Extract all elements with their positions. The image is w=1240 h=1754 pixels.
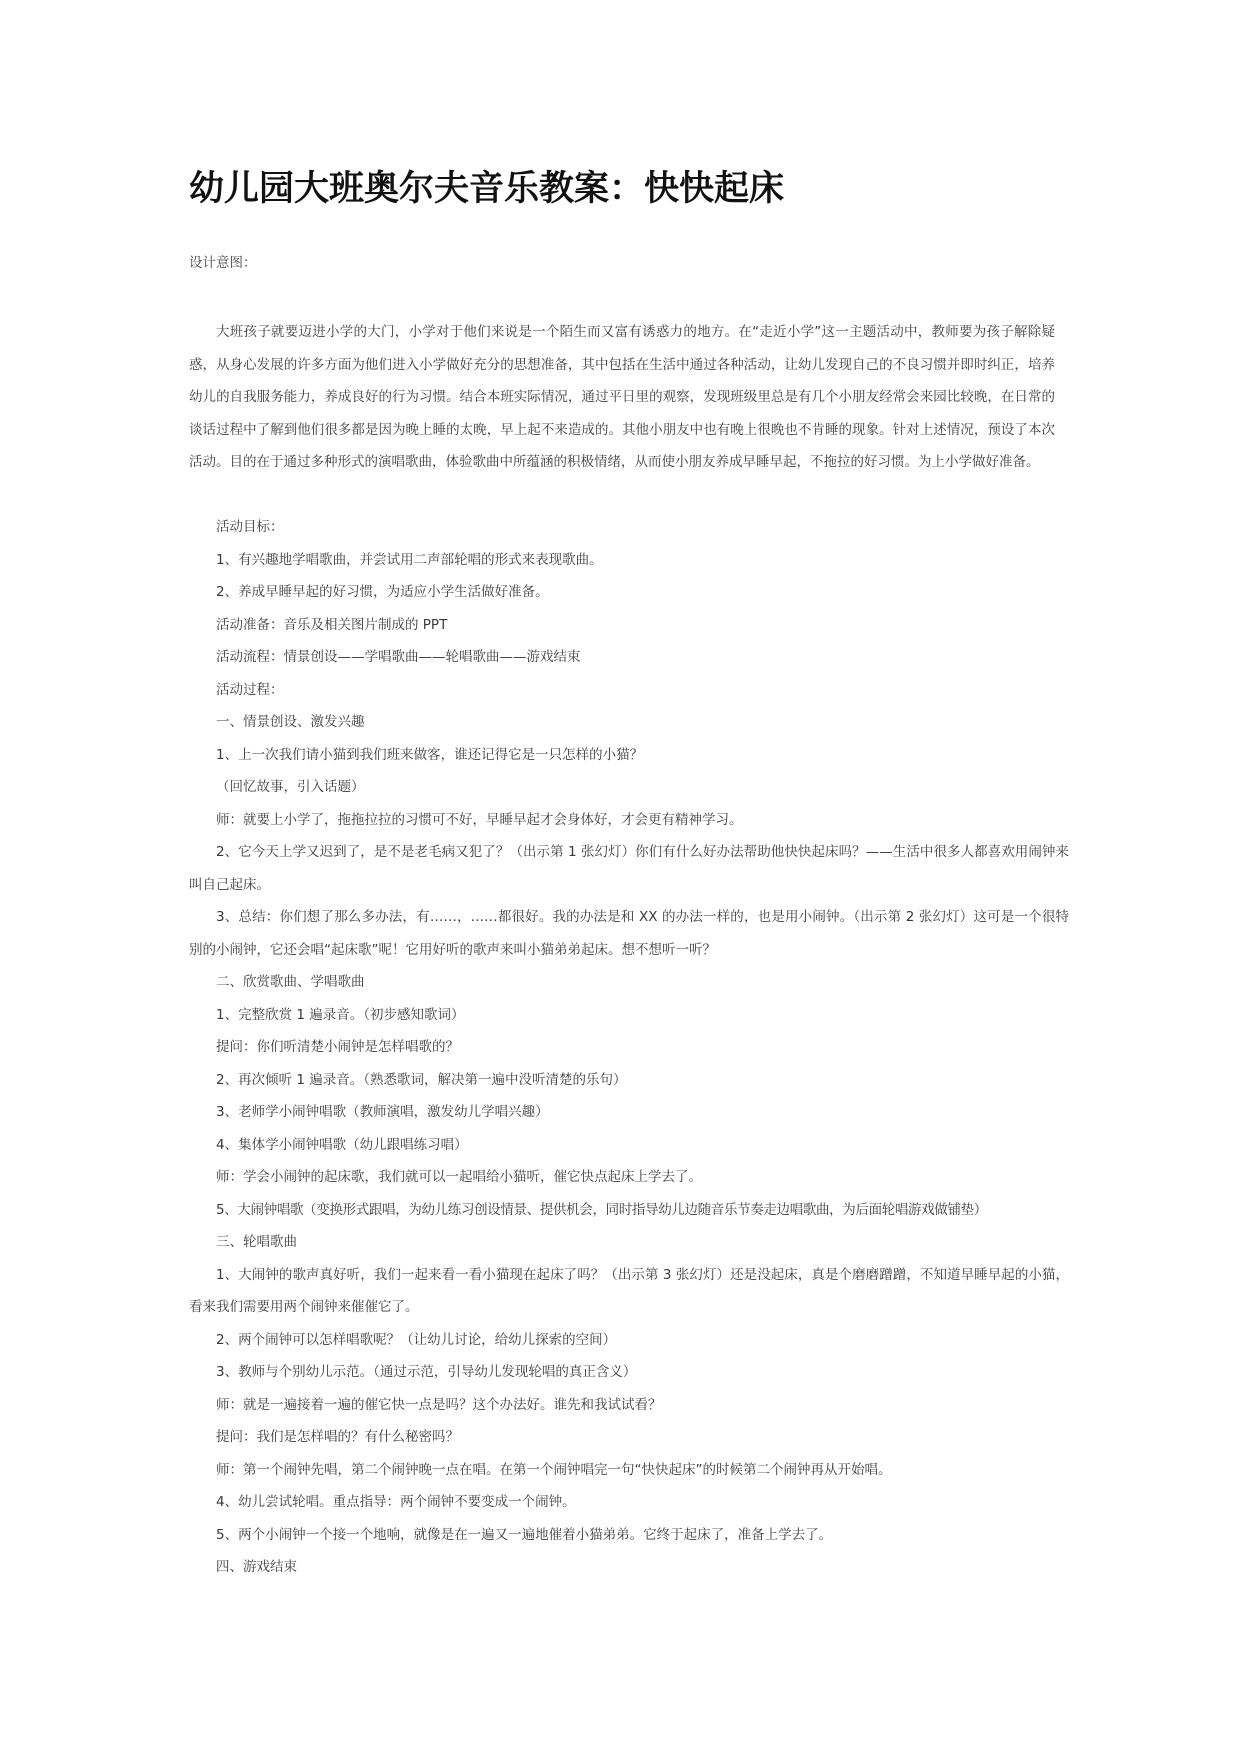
- step-1-2: 2、它今天上学又迟到了，是不是老毛病又犯了？（出示第 1 张幻灯）你们有什么好办法帮助他快快起床吗？——生活中很多人都喜欢用闹钟来叫自己起床。: [189, 844, 1069, 893]
- design-intent-label: 设计意图：: [189, 255, 257, 271]
- step-1-3: 3、总结：你们想了那么多办法，有……，……都很好。我的办法是和 XX 的办法一样的，也是用小闹钟。（出示第 2 张幻灯）这可是一个很特别的小闹钟，它还会唱“起床歌”呢！它用好听的歌声来叫小猫弟弟起床。想不想听一听？: [189, 909, 1069, 958]
- section-heading-1: 一、情景创设、激发兴趣: [216, 714, 365, 730]
- question-line-2: 提问：我们是怎样唱的？有什么秘密吗？: [216, 1429, 459, 1445]
- section-label-goals: 活动目标：: [216, 519, 284, 535]
- step-2-1: 1、完整欣赏 1 遍录音。（初步感知歌词）: [216, 1006, 465, 1023]
- step-3-3: 3、教师与个别幼儿示范。（通过示范，引导幼儿发现轮唱的真正含义）: [216, 1364, 637, 1380]
- step-1-note: （回忆故事，引入话题）: [216, 779, 365, 795]
- design-intent-paragraph: 大班孩子就要迈进小学的大门，小学对于他们来说是一个陌生而又富有诱惑力的地方。在“走近小学”这一主题活动中，教师要为孩子解除疑惑，从身心发展的许多方面为他们进入小学做好充分的思想准备，其中包括在生活中通过各种活动，让幼儿发现自己的不良习惯并即时纠正，培养幼儿的自我服务能力，养成良好的行为习惯。结合本班实际情况，通过平日里的观察，发现班级里总是有几个小朋友经常会来园比较晚，在日常的谈话过程中了解到他们很多都是因为晚上睡的太晚，早上起不来造成的。其他小朋友中也有晚上很晚也不肯睡的现象。针对上述情况，预设了本次活动。目的在于通过多种形式的演唱歌曲，体验歌曲中所蕴涵的积极情绪，从而使小朋友养成早睡早起，不拖拉的好习惯。为上小学做好准备。: [189, 324, 1055, 470]
- section-heading-4: 四、游戏结束: [216, 1559, 297, 1575]
- teacher-line-4: 师：第一个闹钟先唱，第二个闹钟晚一点在唱。在第一个闹钟唱完一句“快快起床”的时候第二个闹钟再从开始唱。: [216, 1461, 892, 1478]
- step-2-4: 4、集体学小闹钟唱歌（幼儿跟唱练习唱）: [216, 1136, 468, 1153]
- question-line-1: 提问：你们听清楚小闹钟是怎样唱歌的？: [216, 1039, 459, 1055]
- teacher-line-3: 师：就是一遍接着一遍的催它快一点是吗？这个办法好。谁先和我试试看？: [216, 1396, 662, 1413]
- section-heading-2: 二、欣赏歌曲、学唱歌曲: [216, 974, 365, 990]
- step-3-2: 2、两个闹钟可以怎样唱歌呢？（让幼儿讨论，给幼儿探索的空间）: [216, 1331, 617, 1348]
- document-title: 幼儿园大班奥尔夫音乐教案：快快起床: [189, 168, 785, 209]
- step-2-5: 5、大闹钟唱歌（变换形式跟唱，为幼儿练习创设情景、提供机会，同时指导幼儿边随音乐节奏走边唱歌曲，为后面轮唱游戏做铺垫）: [216, 1201, 987, 1218]
- goal-item-2: 2、养成早睡早起的好习惯，为适应小学生活做好准备。: [216, 584, 549, 600]
- section-label-process: 活动过程：: [216, 681, 284, 698]
- step-2-3: 3、老师学小闹钟唱歌（教师演唱，激发幼儿学唱兴趣）: [216, 1104, 549, 1120]
- step-3-4: 4、幼儿尝试轮唱。重点指导：两个闹钟不要变成一个闹钟。: [216, 1494, 576, 1510]
- preparation-line: 活动准备：音乐及相关图片制成的 PPT: [216, 616, 448, 633]
- step-2-2: 2、再次倾听 1 遍录音。（熟悉歌词，解决第一遍中没听清楚的乐句）: [216, 1071, 627, 1088]
- lesson-body: [189, 511, 1069, 1584]
- teacher-line-1: 师：就要上小学了，拖拖拉拉的习惯可不好，早睡早起才会身体好，才会更有精神学习。: [216, 811, 743, 828]
- flow-line: 活动流程：情景创设——学唱歌曲——轮唱歌曲——游戏结束: [216, 649, 581, 665]
- goal-item-1: 1、有兴趣地学唱歌曲，并尝试用二声部轮唱的形式来表现歌曲。: [216, 551, 603, 568]
- section-heading-3: 三、轮唱歌曲: [216, 1234, 297, 1250]
- step-3-1: 1、大闹钟的歌声真好听，我们一起来看一看小猫现在起床了吗？（出示第 3 张幻灯）还是没起床，真是个磨磨蹭蹭，不知道早睡早起的小猫，看来我们需要用两个闹钟来催催它了。: [189, 1266, 1069, 1315]
- step-1-1: 1、上一次我们请小猫到我们班来做客，谁还记得它是一只怎样的小猫？: [216, 746, 644, 763]
- step-3-5: 5、两个小闹钟一个接一个地响，就像是在一遍又一遍地催着小猫弟弟。它终于起床了，准备上学去了。: [216, 1526, 833, 1543]
- teacher-line-2: 师：学会小闹钟的起床歌，我们就可以一起唱给小猫听，催它快点起床上学去了。: [216, 1169, 702, 1185]
